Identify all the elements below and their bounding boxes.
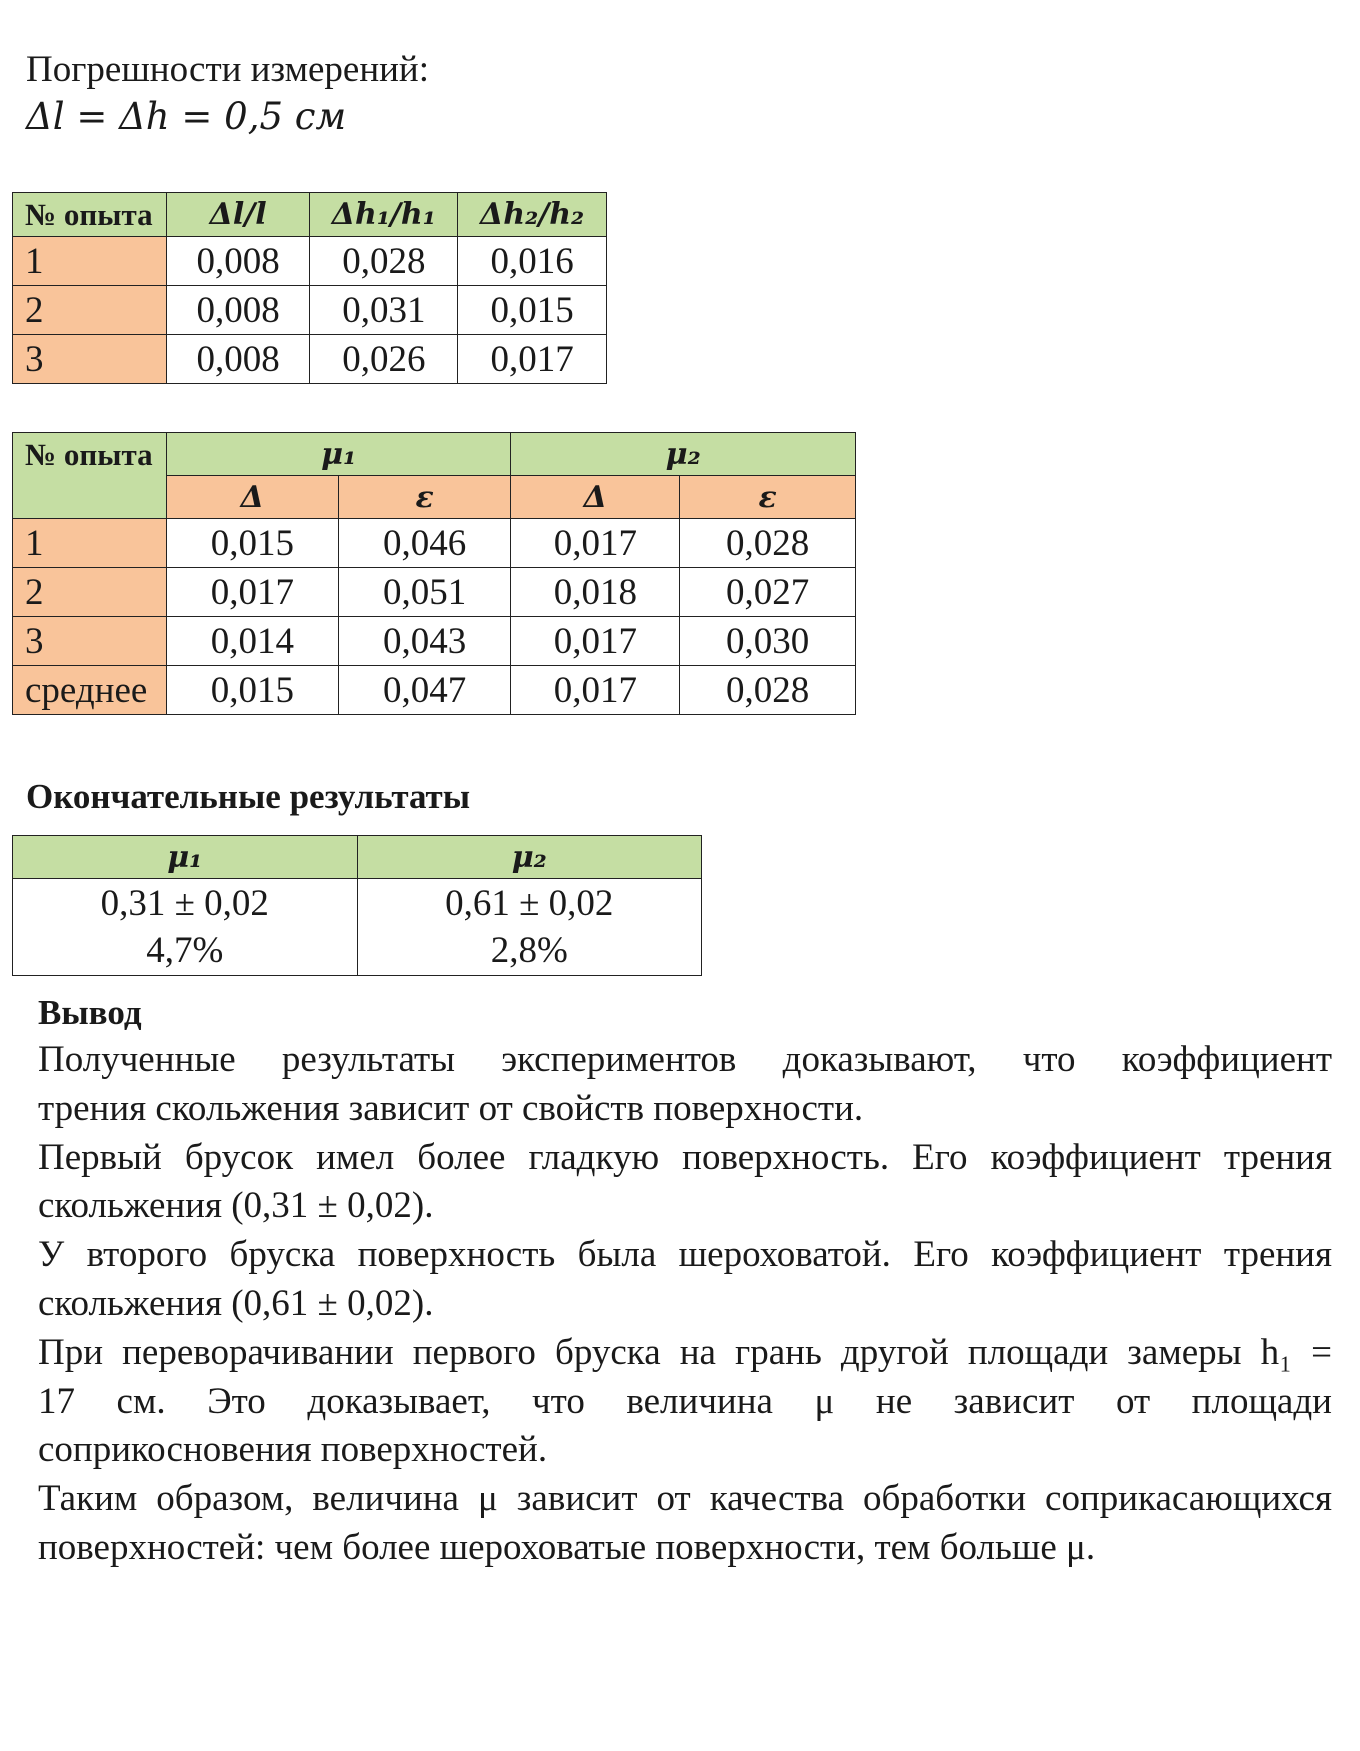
final-mu1-value: 0,31 ± 0,02 [100,883,269,924]
table-cell: 0,047 [338,666,511,715]
table-cell: 0,043 [338,617,511,666]
table-cell: 0,017 [458,335,607,384]
table1-header-dh1-h1: Δh₁/h₁ [310,193,458,237]
table-cell: 0,051 [338,568,511,617]
table-cell: 0,017 [511,666,680,715]
conclusion-line: Полученные результаты экспериментов доказывают, что коэффициент [38,1039,1332,1080]
final-mu1-cell [13,879,358,976]
table-cell: 0,027 [680,568,856,617]
final-mu2-cell [357,879,702,976]
conclusion-line: При переворачивании первого бруска на грань другой площади замеры h₁ = [38,1331,1332,1373]
friction-errors-table [12,432,856,715]
table-cell: 0,015 [166,666,338,715]
row-label: 1 [13,519,167,568]
table2-header-experiment: № опыта [13,433,167,519]
table-cell: 0,030 [680,617,856,666]
table-cell: 0,026 [310,335,458,384]
row-label: 3 [13,617,167,666]
table1-header-experiment: № опыта [13,193,167,237]
table1-header-dl-l: Δl/l [166,193,310,237]
table-cell: 0,028 [310,237,458,286]
row-label: среднее [13,666,167,715]
row-label: 2 [13,568,167,617]
row-label: 3 [13,335,167,384]
conclusion-line: скольжения (0,31 ± 0,02). [38,1185,434,1227]
table-row [13,568,856,617]
table2-sub-eps1: ε [338,476,511,519]
table-cell: 0,008 [166,237,310,286]
conclusion-line: Таким образом, величина μ зависит от качества обработки соприкасающихся [38,1478,1332,1520]
errors-title: Погрешности измерений: [26,49,430,90]
table-row [13,237,607,286]
table-cell: 0,028 [680,519,856,568]
table-cell: 0,008 [166,335,310,384]
conclusion-line: скольжения (0,61 ± 0,02). [38,1282,434,1324]
table-row [13,617,856,666]
table-cell: 0,015 [166,519,338,568]
table-cell: 0,016 [458,237,607,286]
conclusion-text [38,1036,1332,1573]
final-header-mu2: μ₂ [357,836,702,879]
row-label: 2 [13,286,167,335]
final-results-title: Окончательные результаты [26,777,471,816]
conclusion-line: 17 см. Это доказывает, что величина μ не зависит от площади [38,1380,1332,1422]
table-cell: 0,031 [310,286,458,335]
final-results-table [12,835,702,976]
relative-errors-table [12,192,607,384]
table2-header-mu2: μ₂ [511,433,856,476]
table-row [13,335,607,384]
table-cell: 0,017 [511,617,680,666]
conclusion-line: У второго бруска поверхность была шероховатой. Его коэффициент трения [38,1234,1332,1276]
table1-header-dh2-h2: Δh₂/h₂ [458,193,607,237]
table2-sub-eps2: ε [680,476,856,519]
conclusion-line: поверхностей: чем более шероховатые поверхности, тем больше μ. [38,1526,1096,1568]
table-cell: 0,046 [338,519,511,568]
table2-sub-delta1: Δ [166,476,338,519]
table-cell: 0,017 [166,568,338,617]
errors-formula: Δl = Δh = 0,5 см [26,95,347,138]
table-cell: 0,018 [511,568,680,617]
conclusion-line: соприкосновения поверхностей. [38,1429,548,1471]
table-row [13,879,702,976]
table-row [13,666,856,715]
table-cell: 0,017 [511,519,680,568]
final-mu2-value: 0,61 ± 0,02 [445,883,614,924]
table2-sub-delta2: Δ [511,476,680,519]
row-label: 1 [13,237,167,286]
table-cell: 0,015 [458,286,607,335]
table-row [13,519,856,568]
table-row [13,286,607,335]
table-cell: 0,008 [166,286,310,335]
conclusion-line: Первый брусок имел более гладкую поверхность. Его коэффициент трения [38,1136,1332,1178]
table-cell: 0,014 [166,617,338,666]
table2-header-mu1: μ₁ [166,433,511,476]
conclusion-line: трения скольжения зависит от свойств поверхности. [38,1087,864,1129]
table-cell: 0,028 [680,666,856,715]
final-header-mu1: μ₁ [13,836,358,879]
conclusion-title: Вывод [38,993,142,1032]
final-mu2-percent: 2,8% [490,930,568,971]
final-mu1-percent: 4,7% [146,930,224,971]
